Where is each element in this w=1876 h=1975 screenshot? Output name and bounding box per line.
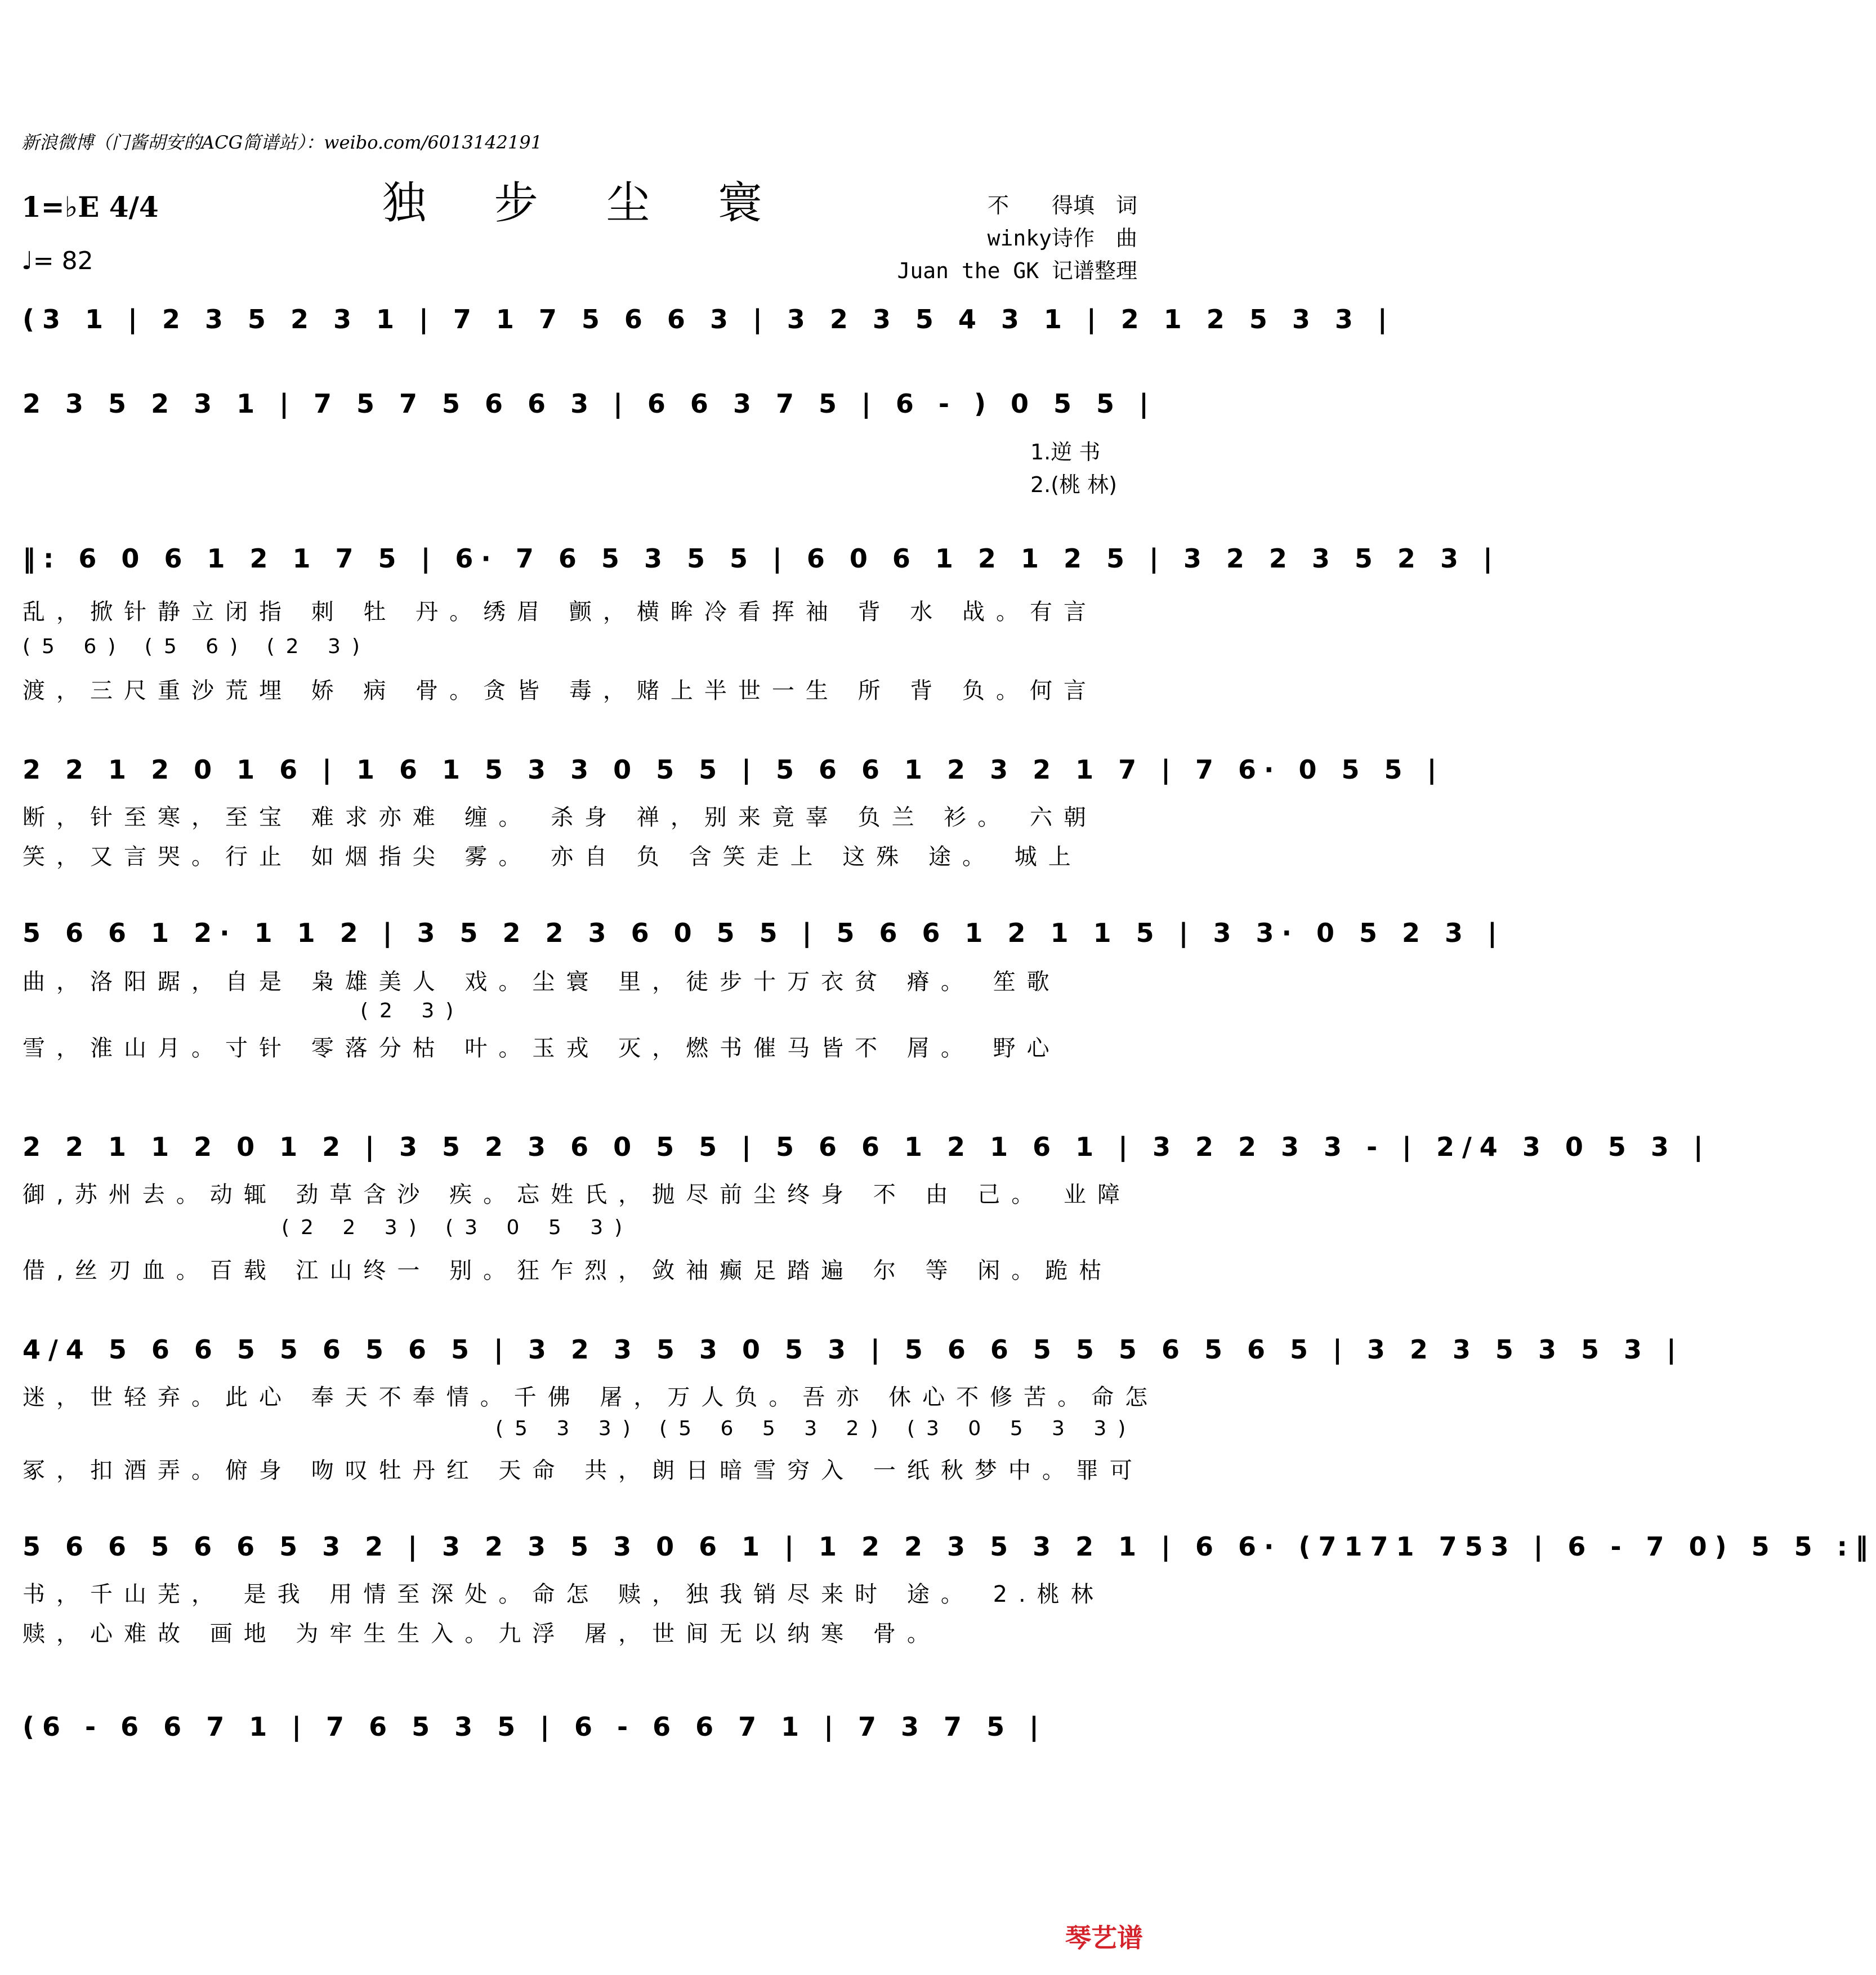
site-logo: 琴艺谱 xyxy=(1065,1923,1143,1953)
score-system-1: (3 1 | 2 3 5 2 3 1 | 7 1 7 5 6 6 3 | 3 2 3 5 4 3 1 | 2 1 2 5 3 3 | xyxy=(23,304,1395,334)
lyric-line-3a: 乱，掀针静立闭指 刺 牡 丹。绣眉 颤，横眸冷看挥袖 背 水 战。有言 xyxy=(23,599,1098,625)
score-system-8: 5 6 6 5 6 6 5 3 2 | 3 2 3 5 3 0 6 1 | 1 2 2 3 5 3 2 1 | 6 6· (7171 753 | 6 - 7 0) 5 5 :‖ xyxy=(23,1531,1876,1562)
lyric-line-6a: 御,苏州去。动辄 劲草含沙 疾。忘姓氏，抛尽前尘终身 不 由 己。 业障 xyxy=(23,1182,1132,1208)
alt-notes-5: (2 3) xyxy=(360,999,465,1022)
lyric-line-3b: 渡，三尺重沙荒埋 娇 病 骨。贪皆 毒，赌上半世一生 所 背 负。何言 xyxy=(23,678,1098,704)
lyric-line-7b: 冢，扣酒弄。俯身 吻叹牡丹红 天命 共，朗日暗雪穷入 一纸秋梦中。罪可 xyxy=(23,1458,1144,1484)
lyric-line-5a: 曲，洛阳踞，自是 枭雄美人 戏。尘寰 里，徒步十万衣贫 瘠。 笙歌 xyxy=(23,969,1061,995)
alt-notes-7: (5 3 3) (5 6 5 3 2) (3 0 5 3 3) xyxy=(495,1417,1137,1440)
score-system-9: (6 - 6 6 7 1 | 7 6 5 3 5 | 6 - 6 6 7 1 | 7 3 7 5 | xyxy=(23,1712,1047,1742)
score-system-3: ‖: 6 0 6 1 2 1 7 5 | 6· 7 6 5 3 5 5 | 6 0 6 1 2 1 2 5 | 3 2 2 3 5 2 3 | xyxy=(23,543,1500,574)
credits xyxy=(897,189,1137,287)
lyric-line-7a: 迷，世轻弃。此心 奉天不奉情。千佛 屠，万人负。吾亦 休心不修苦。命怎 xyxy=(23,1384,1159,1410)
source-note: 新浪微博（门酱胡安的ACG简谱站）：weibo.com/6013142191 xyxy=(21,132,542,153)
lyric-line-6b: 借,丝刃血。百载 江山终一 别。狂乍烈，敛袖癫足踏遍 尔 等 闲。跪枯 xyxy=(23,1258,1113,1284)
key-signature: 1=♭E 4/4 xyxy=(21,190,159,224)
tempo-mark: ♩= 82 xyxy=(21,247,93,275)
alt-notes-6: (2 2 3) (3 0 5 3) xyxy=(282,1216,634,1239)
verse-1-marker: 1.逆 书 xyxy=(1030,440,1101,464)
score-system-7: 4/4 5 6 6 5 5 6 5 6 5 | 3 2 3 5 3 0 5 3 | 5 6 6 5 5 5 6 5 6 5 | 3 2 3 5 3 5 3 | xyxy=(23,1334,1684,1365)
verse-2-marker: 2.(桃 林) xyxy=(1030,472,1117,497)
lyric-line-8b: 赎，心难故 画地 为牢生生入。九浮 屠，世间无以纳寒 骨。 xyxy=(23,1621,941,1647)
lyric-line-4b: 笑，又言哭。行止 如烟指尖 雾。 亦自 负 含笑走上 这殊 途。 城上 xyxy=(23,844,1082,870)
score-system-4: 2 2 1 2 0 1 6 | 1 6 1 5 3 3 0 5 5 | 5 6 6 1 2 3 2 1 7 | 7 6· 0 5 5 | xyxy=(23,754,1445,785)
score-system-6: 2 2 1 1 2 0 1 2 | 3 5 2 3 6 0 5 5 | 5 6 6 1 2 1 6 1 | 3 2 2 3 3 - | 2/4 3 0 5 3 | xyxy=(23,1132,1711,1162)
page-title: 独 步 尘 寰 xyxy=(382,178,789,229)
credit-composer: winky诗作 曲 xyxy=(987,226,1137,251)
alt-notes-3: (5 6) (5 6) (2 3) xyxy=(23,635,371,658)
score-system-5: 5 6 6 1 2· 1 1 2 | 3 5 2 2 3 6 0 5 5 | 5 6 6 1 2 1 1 5 | 3 3· 0 5 2 3 | xyxy=(23,918,1505,948)
credit-transcriber: Juan the GK 记谱整理 xyxy=(897,258,1137,283)
lyric-line-5b: 雪，淮山月。寸针 零落分枯 叶。玉戎 灭，燃书催马皆不 屑。 野心 xyxy=(23,1035,1061,1061)
lyric-line-4a: 断，针至寒，至宝 难求亦难 缠。 杀身 禅，别来竟辜 负兰 衫。 六朝 xyxy=(23,805,1098,830)
lyric-line-8a: 书，千山芜， 是我 用情至深处。命怎 赎，独我销尽来时 途。 2.桃林 xyxy=(23,1581,1105,1607)
score-system-2: 2 3 5 2 3 1 | 7 5 7 5 6 6 3 | 6 6 3 7 5 | 6 - ) 0 5 5 | xyxy=(23,388,1156,419)
credit-lyricist: 不 得填 词 xyxy=(987,193,1137,218)
